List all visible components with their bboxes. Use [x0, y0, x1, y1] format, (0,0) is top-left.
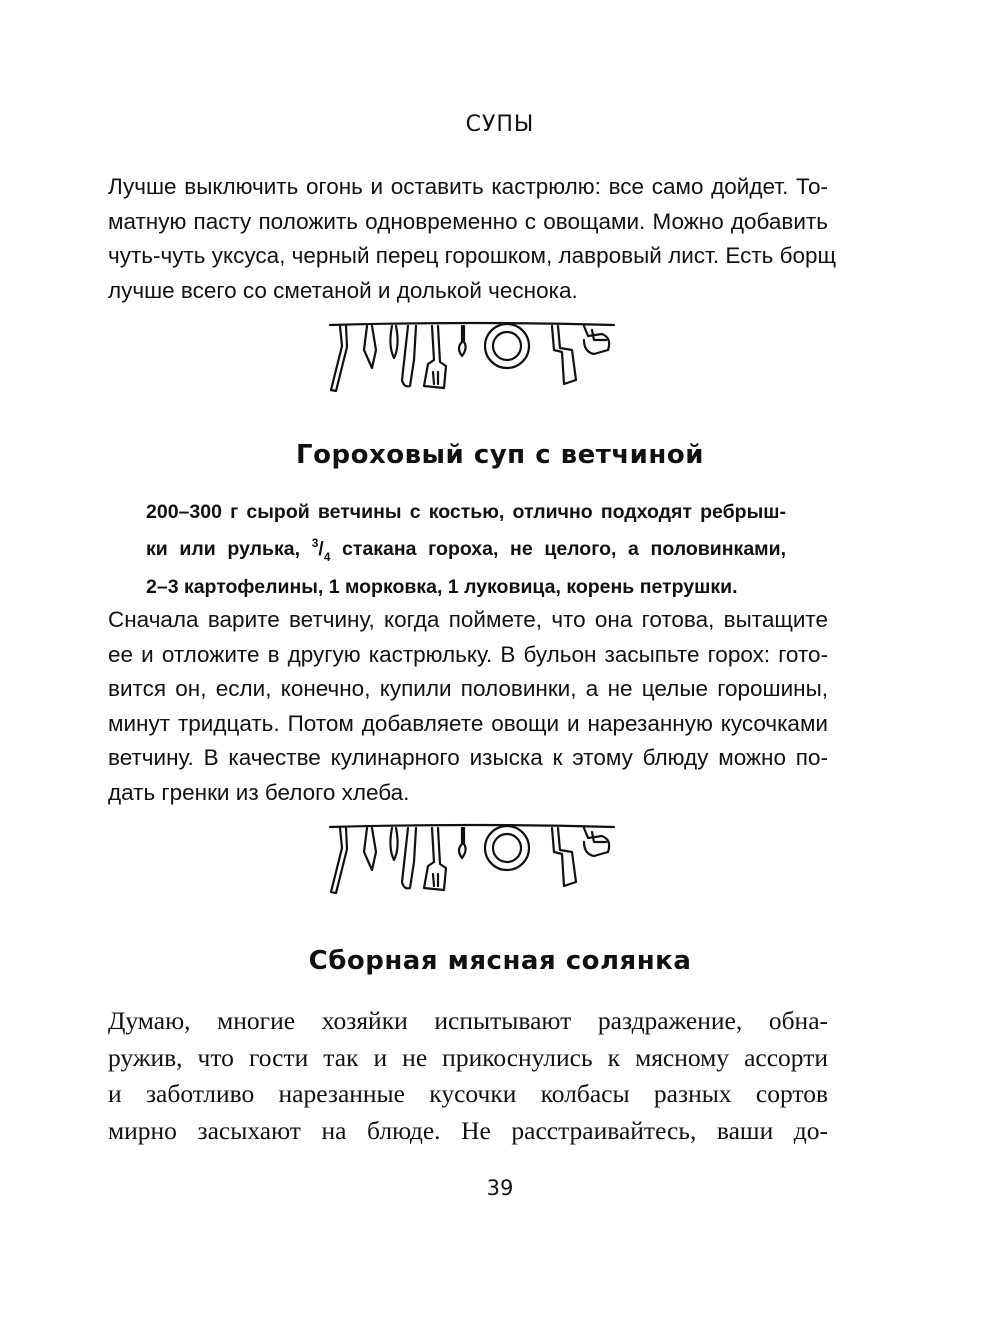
ingredients-text: стакана гороха, не целого, а половинками,: [330, 537, 786, 560]
recipe-title: Сборная мясная солянка: [308, 946, 692, 976]
page-number: 39: [486, 1176, 514, 1200]
intro-paragraph: [108, 170, 837, 308]
fraction: [311, 535, 331, 564]
text-line: вится он, если, конечно, купили половинки, а не целые горошины,: [108, 676, 828, 701]
fraction-slash: /: [318, 538, 324, 560]
recipe-title: Гороховый суп с ветчиной: [296, 440, 704, 470]
ingredients-line: [146, 528, 786, 573]
ingredients-list: [146, 497, 786, 603]
text-line: ружив, что гости так и не прикоснулись к мясному ассорти: [108, 1042, 828, 1072]
text-line: ее и отложите в другую кастрюльку. В бульон засыпьте горох: гото-: [108, 641, 828, 667]
text-line: дать гренки из белого хлеба.: [108, 779, 410, 805]
hanging-kitchen-utensils-icon: [322, 822, 622, 902]
text-line: лучше всего со сметаной и долькой чеснока.: [108, 277, 578, 303]
fraction-numerator: 3: [311, 535, 319, 550]
method-paragraph: [108, 603, 828, 810]
text-line: ветчину. В качестве кулинарного изыска к этому блюду можно по-: [108, 745, 828, 770]
text-line: чуть-чуть уксуса, черный перец горошком, лавровый лист. Есть борщ: [108, 243, 837, 268]
hanging-kitchen-utensils-icon: [322, 320, 622, 400]
text-line: и заботливо нарезанные кусочки колбасы разных сортов: [108, 1079, 828, 1108]
text-line: минут тридцать. Потом добавляете овощи и нарезанную кусочками: [108, 710, 828, 736]
ingredients-line: 2–3 картофелины, 1 морковка, 1 луковица, корень петрушки.: [146, 576, 738, 598]
text-line: мирно засыхают на блюде. Не расстраивайтесь, ваши до-: [108, 1115, 828, 1145]
running-head: СУПЫ: [465, 112, 535, 137]
text-line: матную пасту положить одновременно с овощами. Можно добавить: [108, 208, 828, 234]
ingredients-text: ки или рулька,: [146, 537, 312, 560]
text-line: Сначала варите ветчину, когда поймете, что она готова, вытащите: [108, 607, 828, 632]
solyanka-paragraph: [108, 1003, 828, 1149]
text-line: Думаю, многие хозяйки испытывают раздражение, обна-: [108, 1006, 828, 1035]
fraction-denominator: 4: [323, 549, 331, 564]
ingredients-line: 200–300 г сырой ветчины с костью, отлично подходят ребрыш-: [146, 501, 786, 523]
text-line: Лучше выключить огонь и оставить кастрюлю: все само дойдет. То-: [108, 174, 828, 199]
